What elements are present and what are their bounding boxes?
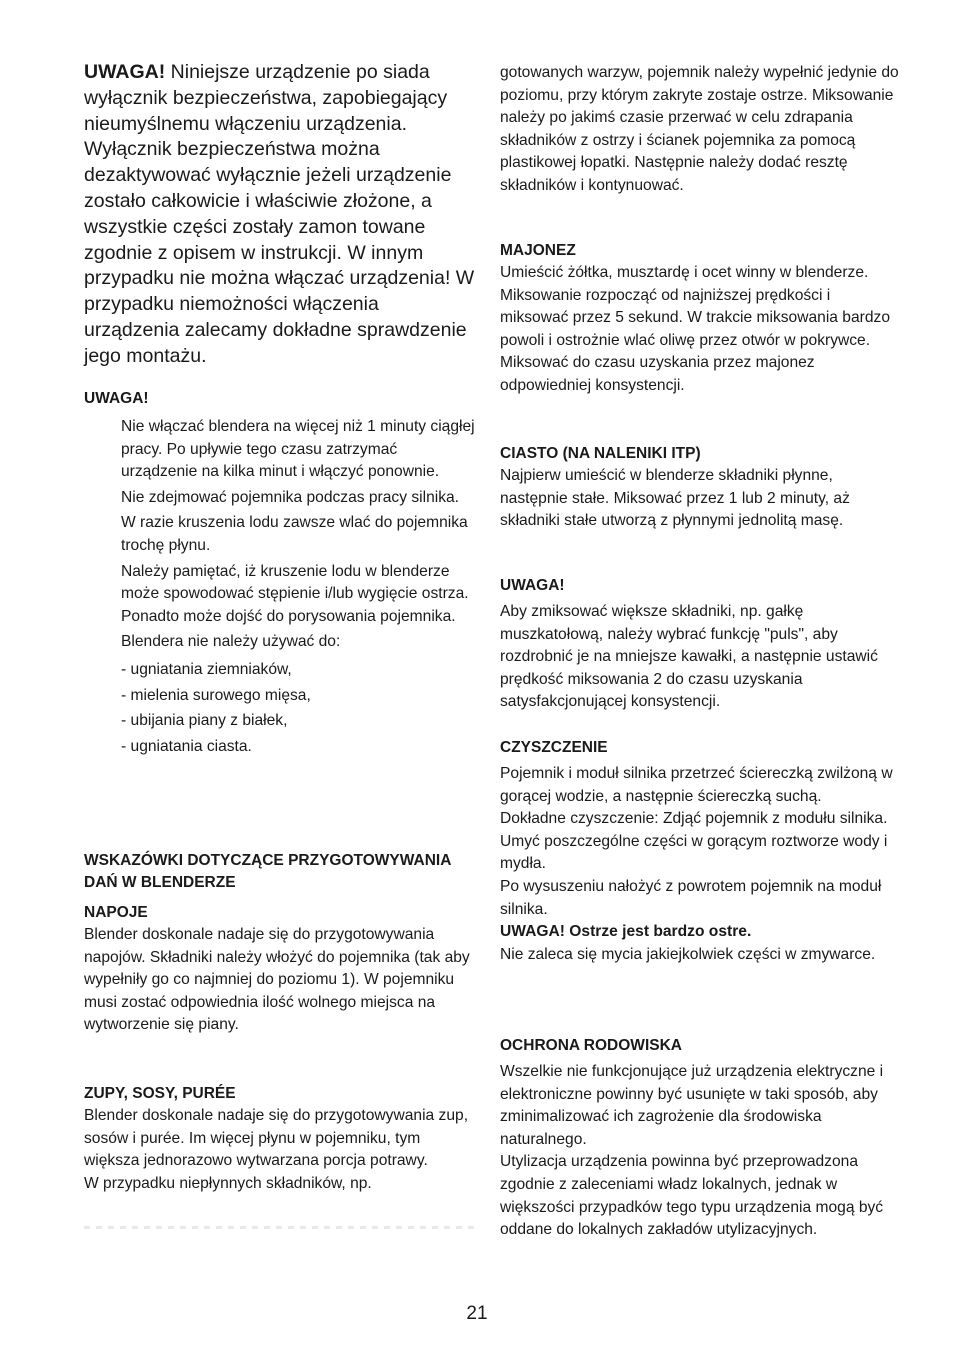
tips-heading: WSKAZÓWKI DOTYCZĄCE PRZYGOTOWYWANIA DAŃ W BLENDERZE (84, 852, 451, 891)
majonez-heading: MAJONEZ (500, 242, 576, 259)
not-for-item: - ugniatania ziemniaków, (121, 660, 292, 678)
tips-section (84, 850, 476, 894)
ciasto-heading: CIASTO (NA NALENIKI ITP) (500, 445, 701, 462)
ciasto-text: Najpierw umieścić w blenderze składniki płynne, następnie stałe. Miksować przez 1 lub 2 minuty, aż składniki stałe utworzą z płynnymi jednolitą masę. (500, 467, 850, 530)
safety-intro (84, 60, 476, 370)
warnings-heading: UWAGA! (84, 390, 149, 407)
list-item: Nie zdejmować pojemnika podczas pracy silnika. (121, 488, 460, 506)
czyszczenie-text-2: Dokładne czyszczenie: Zdjąć pojemnik z modułu silnika. Umyć poszczególne części w gorącym roztworze wody i mydła. (500, 810, 888, 873)
continued-section (500, 62, 900, 198)
ciasto-section (500, 443, 900, 533)
majonez-section (500, 240, 900, 398)
napoje-heading: NAPOJE (84, 904, 148, 921)
czyszczenie-heading: CZYSZCZENIE (500, 739, 608, 756)
napoje-section (84, 902, 476, 1037)
czyszczenie-section (500, 737, 900, 966)
czyszczenie-text-3: Po wysuszeniu nałożyć z powrotem pojemnik na moduł silnika. (500, 877, 882, 918)
not-for-item: - ugniatania ciasta. (121, 737, 252, 755)
not-for-item: - mielenia surowego mięsa, (121, 686, 311, 704)
not-for-item: - ubijania piany z białek, (121, 712, 288, 730)
zupy-heading: ZUPY, SOSY, PURÉE (84, 1085, 236, 1102)
napoje-text: Blender doskonale nadaje się do przygotowywania napojów. Składniki należy włożyć do pojemnika (tak aby wypełniły go co najmniej do poziomu 1). W pojemniku musi zostać odpowiednia ilość wolnego miejsca na wytworzenie się piany. (84, 926, 470, 1034)
uwaga2-section (500, 575, 900, 714)
uwaga2-heading: UWAGA! (500, 577, 565, 594)
page-number: 21 (466, 1303, 488, 1324)
majonez-text: Umieścić żółtka, musztardę i ocet winny w blenderze. Miksowanie rozpocząć od najniższej prędkości i miksować przez 5 sekund. W trakcie miksowania bardzo powoli i ostrożnie wlać oliwę przez otwór w pokrywce. (500, 264, 890, 349)
list-item: Nie włączać blendera na więcej niż 1 minuty ciągłej pracy. Po upływie tego czasu zatrzymać urządzenie na kilka minut i włączyć ponownie. (121, 418, 475, 481)
uwaga2-text: Aby zmiksować większe składniki, np. gałkę muszkatołową, należy wybrać funkcję "puls", aby rozdrobnić je na mniejsze kawałki, a następnie ustawić prędkość miksowania 2 do czasu uzyskania satysfakcjonującej konsystencji. (500, 603, 878, 711)
ochrona-heading: OCHRONA RODOWISKA (500, 1037, 682, 1054)
continued-text: gotowanych warzyw, pojemnik należy wypełnić jedynie do poziomu, przy którym zakryte zostaje ostrze. Miksowanie należy po jakimś czasie przerwać w celu zdrapania składników z ostrzy i ścianek pojemnika za pomocą plastikowej łopatki. Następnie należy dodać resztę składników i kontynuować. (500, 64, 899, 194)
zupy-section (84, 1083, 476, 1195)
majonez-text-2: Miksować do czasu uzyskania przez majonez odpowiedniej konsystencji. (500, 354, 815, 394)
ochrona-text-1: Wszelkie nie funkcjonujące już urządzenia elektryczne i elektroniczne powinny być usunięte w taki sposób, aby zminimalizować ich zagrożenie dla środowiska naturalnego. (500, 1063, 884, 1148)
warnings-section (84, 388, 476, 759)
ochrona-section (500, 1035, 900, 1242)
czyszczenie-text-4: Nie zaleca się mycia jakiejkolwiek części w zmywarce. (500, 945, 876, 963)
warnings-list (84, 416, 476, 654)
zupy-text: Blender doskonale nadaje się do przygotowywania zup, sosów i purée. Im więcej płynu w pojemniku, tym większa jednorazowo wytwarzana porcja potrawy. (84, 1107, 469, 1170)
list-item: W razie kruszenia lodu zawsze wlać do pojemnika trochę płynu. (121, 514, 468, 554)
ochrona-text-2: Utylizacja urządzenia powinna być przeprowadzona zgodnie z zaleceniami władz lokalnych, jednak w większości przypadków tego typu urządzenia mogą być oddane do lokalnych zakładów utylizacyjnych. (500, 1153, 884, 1239)
czyszczenie-warning: UWAGA! Ostrze jest bardzo ostre. (500, 923, 752, 941)
intro-warning-label: UWAGA! (84, 61, 166, 83)
zupy-text-continued: W przypadku niepłynnych składników, np. (84, 1174, 372, 1192)
list-item: Blendera nie należy używać do: (121, 633, 341, 651)
list-item: Należy pamiętać, iż kruszenie lodu w blenderze może spowodować stępienie i/lub wygięcie ostrza. Ponadto może dojść do porysowania pojemnika. (121, 562, 469, 625)
faint-line (84, 1226, 476, 1229)
czyszczenie-text-1: Pojemnik i moduł silnika przetrzeć ściereczką zwilżoną w gorącej wodzie, a następnie ściereczką suchą. (500, 765, 893, 805)
intro-text: Niniejsze urządzenie po siada wyłącznik bezpieczeństwa, zapobiegający nieumyślnemu włączeniu urządzenia. Wyłącznik bezpieczeństwa można dezaktywować wyłącznie jeżeli urządzenie zostało całkowicie i właściwie złożone, a wszystkie części zostały zamon towane zgodnie z opisem w instrukcji. W innym przypadku nie można włączać urządzenia! W przypadku niemożności włączenia urządzenia zalecamy dokładne sprawdzenie jego montażu. (84, 61, 475, 367)
